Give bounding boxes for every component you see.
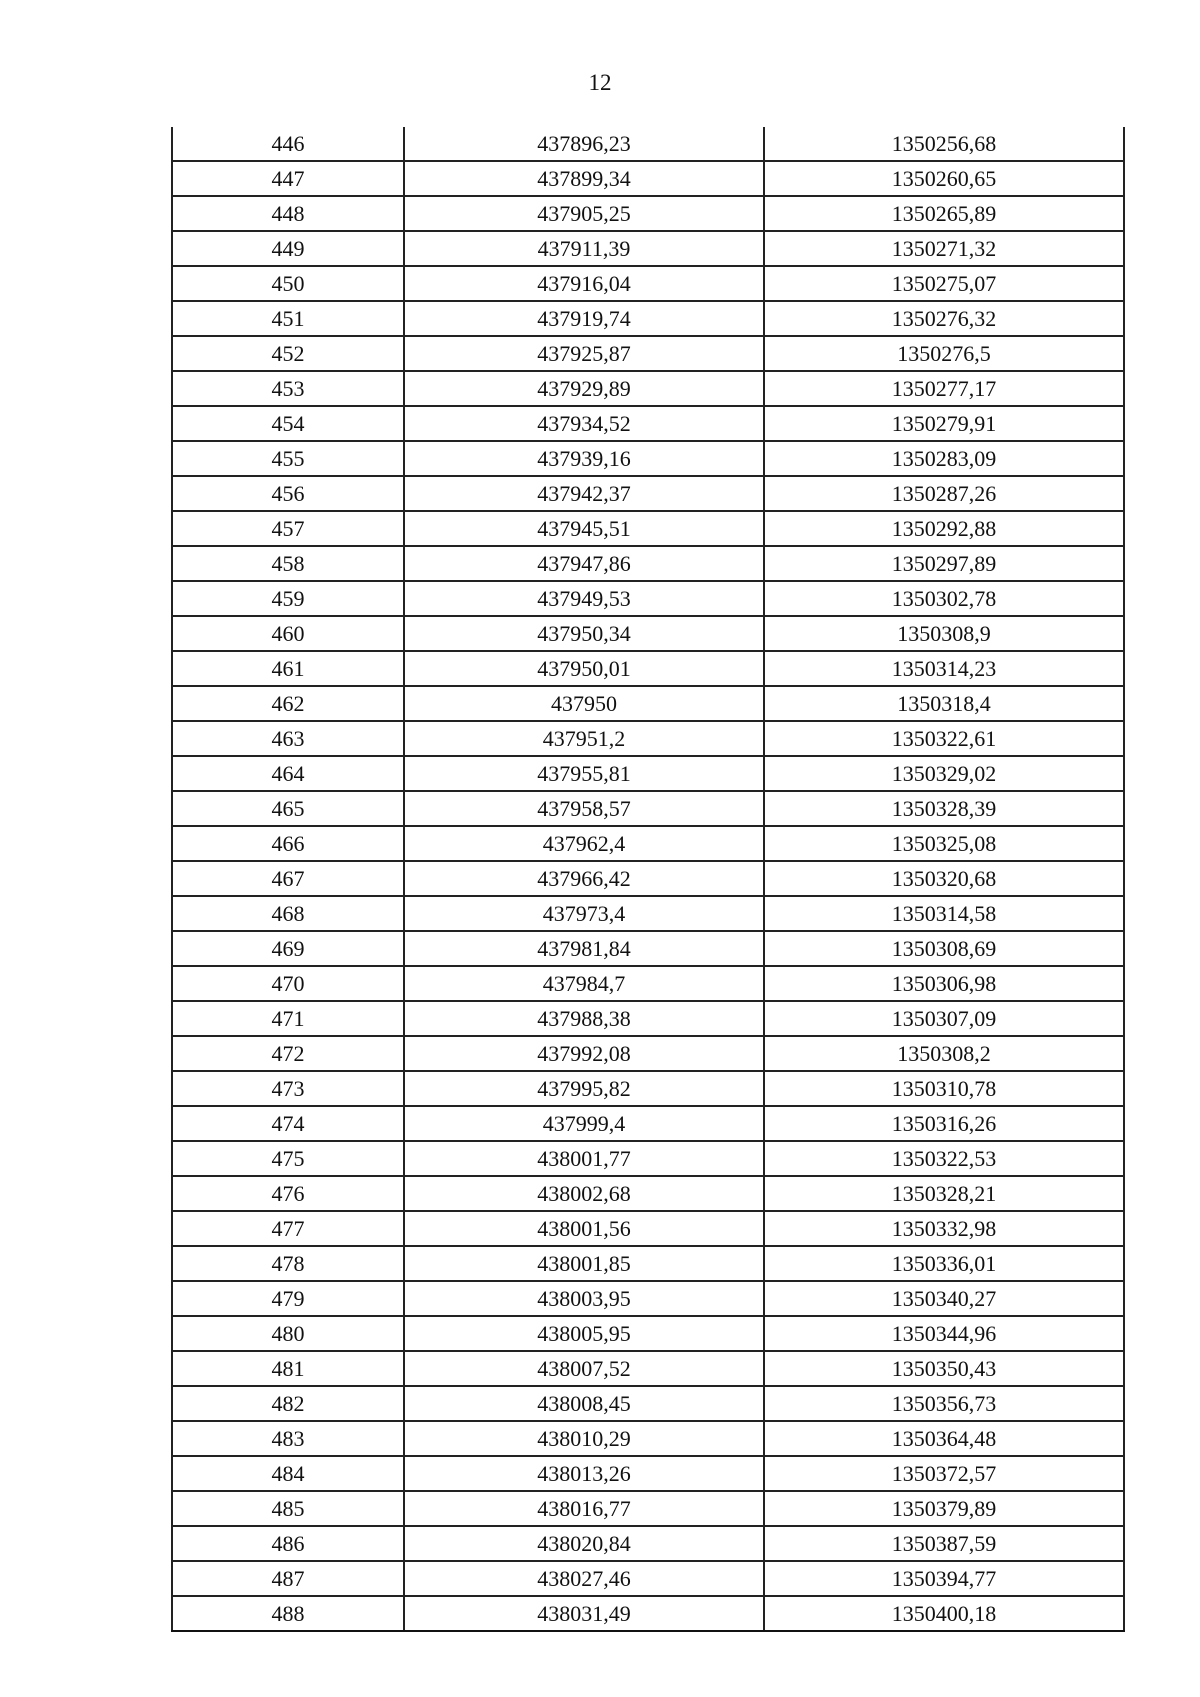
table-row: [172, 686, 1124, 721]
point-number-cell: 471: [172, 1001, 404, 1036]
table-row: [172, 336, 1124, 371]
table-row: [172, 896, 1124, 931]
y-coordinate-cell: 1350322,61: [764, 721, 1124, 756]
x-coordinate-cell: 437992,08: [404, 1036, 764, 1071]
x-coordinate-cell: 438008,45: [404, 1386, 764, 1421]
table-row: [172, 196, 1124, 231]
x-coordinate-cell: 437951,2: [404, 721, 764, 756]
point-number-cell: 449: [172, 231, 404, 266]
table-row: [172, 1456, 1124, 1491]
y-coordinate-cell: 1350356,73: [764, 1386, 1124, 1421]
table-row: [172, 231, 1124, 266]
x-coordinate-cell: 437947,86: [404, 546, 764, 581]
table-row: [172, 1246, 1124, 1281]
point-number-cell: 484: [172, 1456, 404, 1491]
x-coordinate-cell: 437995,82: [404, 1071, 764, 1106]
x-coordinate-cell: 438031,49: [404, 1596, 764, 1631]
table-row: [172, 966, 1124, 1001]
point-number-cell: 480: [172, 1316, 404, 1351]
table-row: [172, 161, 1124, 196]
point-number-cell: 486: [172, 1526, 404, 1561]
point-number-cell: 474: [172, 1106, 404, 1141]
y-coordinate-cell: 1350336,01: [764, 1246, 1124, 1281]
point-number-cell: 465: [172, 791, 404, 826]
y-coordinate-cell: 1350320,68: [764, 861, 1124, 896]
x-coordinate-cell: 437950: [404, 686, 764, 721]
x-coordinate-cell: 437929,89: [404, 371, 764, 406]
table-row: [172, 301, 1124, 336]
y-coordinate-cell: 1350328,39: [764, 791, 1124, 826]
table-row: [172, 1351, 1124, 1386]
table-row: [172, 1526, 1124, 1561]
point-number-cell: 470: [172, 966, 404, 1001]
y-coordinate-cell: 1350287,26: [764, 476, 1124, 511]
x-coordinate-cell: 437925,87: [404, 336, 764, 371]
point-number-cell: 487: [172, 1561, 404, 1596]
point-number-cell: 458: [172, 546, 404, 581]
x-coordinate-cell: 437905,25: [404, 196, 764, 231]
y-coordinate-cell: 1350344,96: [764, 1316, 1124, 1351]
table-row: [172, 1596, 1124, 1631]
y-coordinate-cell: 1350372,57: [764, 1456, 1124, 1491]
point-number-cell: 488: [172, 1596, 404, 1631]
table-row: [172, 651, 1124, 686]
table-row: [172, 1491, 1124, 1526]
point-number-cell: 466: [172, 826, 404, 861]
point-number-cell: 464: [172, 756, 404, 791]
point-number-cell: 457: [172, 511, 404, 546]
y-coordinate-cell: 1350302,78: [764, 581, 1124, 616]
y-coordinate-cell: 1350265,89: [764, 196, 1124, 231]
table-row: [172, 1386, 1124, 1421]
x-coordinate-cell: 437955,81: [404, 756, 764, 791]
y-coordinate-cell: 1350329,02: [764, 756, 1124, 791]
y-coordinate-cell: 1350364,48: [764, 1421, 1124, 1456]
y-coordinate-cell: 1350275,07: [764, 266, 1124, 301]
x-coordinate-cell: 437984,7: [404, 966, 764, 1001]
table-row: [172, 1071, 1124, 1106]
x-coordinate-cell: 437939,16: [404, 441, 764, 476]
x-coordinate-cell: 437999,4: [404, 1106, 764, 1141]
y-coordinate-cell: 1350325,08: [764, 826, 1124, 861]
table-row: [172, 581, 1124, 616]
table-row: [172, 127, 1124, 161]
x-coordinate-cell: 437950,01: [404, 651, 764, 686]
y-coordinate-cell: 1350308,2: [764, 1036, 1124, 1071]
point-number-cell: 451: [172, 301, 404, 336]
table-row: [172, 1316, 1124, 1351]
x-coordinate-cell: 438001,77: [404, 1141, 764, 1176]
x-coordinate-cell: 437958,57: [404, 791, 764, 826]
x-coordinate-cell: 437911,39: [404, 231, 764, 266]
x-coordinate-cell: 438016,77: [404, 1491, 764, 1526]
y-coordinate-cell: 1350308,9: [764, 616, 1124, 651]
x-coordinate-cell: 437899,34: [404, 161, 764, 196]
point-number-cell: 479: [172, 1281, 404, 1316]
y-coordinate-cell: 1350350,43: [764, 1351, 1124, 1386]
y-coordinate-cell: 1350307,09: [764, 1001, 1124, 1036]
table-row: [172, 931, 1124, 966]
y-coordinate-cell: 1350306,98: [764, 966, 1124, 1001]
table-row: [172, 861, 1124, 896]
y-coordinate-cell: 1350260,65: [764, 161, 1124, 196]
x-coordinate-cell: 438005,95: [404, 1316, 764, 1351]
point-number-cell: 477: [172, 1211, 404, 1246]
x-coordinate-cell: 437981,84: [404, 931, 764, 966]
page-number: 12: [588, 70, 612, 95]
x-coordinate-cell: 438001,85: [404, 1246, 764, 1281]
y-coordinate-cell: 1350292,88: [764, 511, 1124, 546]
x-coordinate-cell: 437962,4: [404, 826, 764, 861]
x-coordinate-cell: 437919,74: [404, 301, 764, 336]
point-number-cell: 450: [172, 266, 404, 301]
point-number-cell: 475: [172, 1141, 404, 1176]
x-coordinate-cell: 437988,38: [404, 1001, 764, 1036]
y-coordinate-cell: 1350310,78: [764, 1071, 1124, 1106]
point-number-cell: 472: [172, 1036, 404, 1071]
table-row: [172, 721, 1124, 756]
point-number-cell: 482: [172, 1386, 404, 1421]
y-coordinate-cell: 1350387,59: [764, 1526, 1124, 1561]
x-coordinate-cell: 438020,84: [404, 1526, 764, 1561]
x-coordinate-cell: 438003,95: [404, 1281, 764, 1316]
y-coordinate-cell: 1350394,77: [764, 1561, 1124, 1596]
y-coordinate-cell: 1350332,98: [764, 1211, 1124, 1246]
y-coordinate-cell: 1350316,26: [764, 1106, 1124, 1141]
x-coordinate-cell: 437950,34: [404, 616, 764, 651]
y-coordinate-cell: 1350256,68: [764, 127, 1124, 161]
y-coordinate-cell: 1350271,32: [764, 231, 1124, 266]
y-coordinate-cell: 1350283,09: [764, 441, 1124, 476]
x-coordinate-cell: 437973,4: [404, 896, 764, 931]
point-number-cell: 467: [172, 861, 404, 896]
y-coordinate-cell: 1350277,17: [764, 371, 1124, 406]
table-row: [172, 616, 1124, 651]
table-row: [172, 1141, 1124, 1176]
y-coordinate-cell: 1350276,32: [764, 301, 1124, 336]
y-coordinate-cell: 1350308,69: [764, 931, 1124, 966]
table-row: [172, 371, 1124, 406]
table-row: [172, 791, 1124, 826]
point-number-cell: 468: [172, 896, 404, 931]
table-row: [172, 1561, 1124, 1596]
x-coordinate-cell: 438002,68: [404, 1176, 764, 1211]
table-row: [172, 546, 1124, 581]
point-number-cell: 448: [172, 196, 404, 231]
point-number-cell: 456: [172, 476, 404, 511]
y-coordinate-cell: 1350314,23: [764, 651, 1124, 686]
x-coordinate-cell: 438010,29: [404, 1421, 764, 1456]
table-body: [172, 127, 1124, 1631]
table-row: [172, 1001, 1124, 1036]
point-number-cell: 453: [172, 371, 404, 406]
y-coordinate-cell: 1350276,5: [764, 336, 1124, 371]
y-coordinate-cell: 1350328,21: [764, 1176, 1124, 1211]
y-coordinate-cell: 1350318,4: [764, 686, 1124, 721]
table-row: [172, 756, 1124, 791]
table-row: [172, 826, 1124, 861]
point-number-cell: 446: [172, 127, 404, 161]
x-coordinate-cell: 438001,56: [404, 1211, 764, 1246]
x-coordinate-cell: 437916,04: [404, 266, 764, 301]
x-coordinate-cell: 437896,23: [404, 127, 764, 161]
point-number-cell: 473: [172, 1071, 404, 1106]
point-number-cell: 454: [172, 406, 404, 441]
y-coordinate-cell: 1350314,58: [764, 896, 1124, 931]
y-coordinate-cell: 1350400,18: [764, 1596, 1124, 1631]
table-row: [172, 266, 1124, 301]
point-number-cell: 460: [172, 616, 404, 651]
y-coordinate-cell: 1350297,89: [764, 546, 1124, 581]
table-row: [172, 1211, 1124, 1246]
x-coordinate-cell: 437942,37: [404, 476, 764, 511]
point-number-cell: 447: [172, 161, 404, 196]
table-row: [172, 441, 1124, 476]
point-number-cell: 485: [172, 1491, 404, 1526]
y-coordinate-cell: 1350379,89: [764, 1491, 1124, 1526]
point-number-cell: 469: [172, 931, 404, 966]
x-coordinate-cell: 437945,51: [404, 511, 764, 546]
y-coordinate-cell: 1350322,53: [764, 1141, 1124, 1176]
table-row: [172, 1106, 1124, 1141]
x-coordinate-cell: 437934,52: [404, 406, 764, 441]
point-number-cell: 481: [172, 1351, 404, 1386]
table-row: [172, 511, 1124, 546]
table-row: [172, 476, 1124, 511]
coordinates-table: [171, 127, 1125, 1632]
table-row: [172, 1421, 1124, 1456]
x-coordinate-cell: 437966,42: [404, 861, 764, 896]
y-coordinate-cell: 1350340,27: [764, 1281, 1124, 1316]
table-row: [172, 1176, 1124, 1211]
point-number-cell: 452: [172, 336, 404, 371]
x-coordinate-cell: 438007,52: [404, 1351, 764, 1386]
x-coordinate-cell: 437949,53: [404, 581, 764, 616]
table-row: [172, 1036, 1124, 1071]
table-row: [172, 406, 1124, 441]
point-number-cell: 463: [172, 721, 404, 756]
point-number-cell: 459: [172, 581, 404, 616]
table-row: [172, 1281, 1124, 1316]
point-number-cell: 462: [172, 686, 404, 721]
point-number-cell: 483: [172, 1421, 404, 1456]
point-number-cell: 478: [172, 1246, 404, 1281]
y-coordinate-cell: 1350279,91: [764, 406, 1124, 441]
point-number-cell: 476: [172, 1176, 404, 1211]
point-number-cell: 461: [172, 651, 404, 686]
x-coordinate-cell: 438013,26: [404, 1456, 764, 1491]
point-number-cell: 455: [172, 441, 404, 476]
x-coordinate-cell: 438027,46: [404, 1561, 764, 1596]
